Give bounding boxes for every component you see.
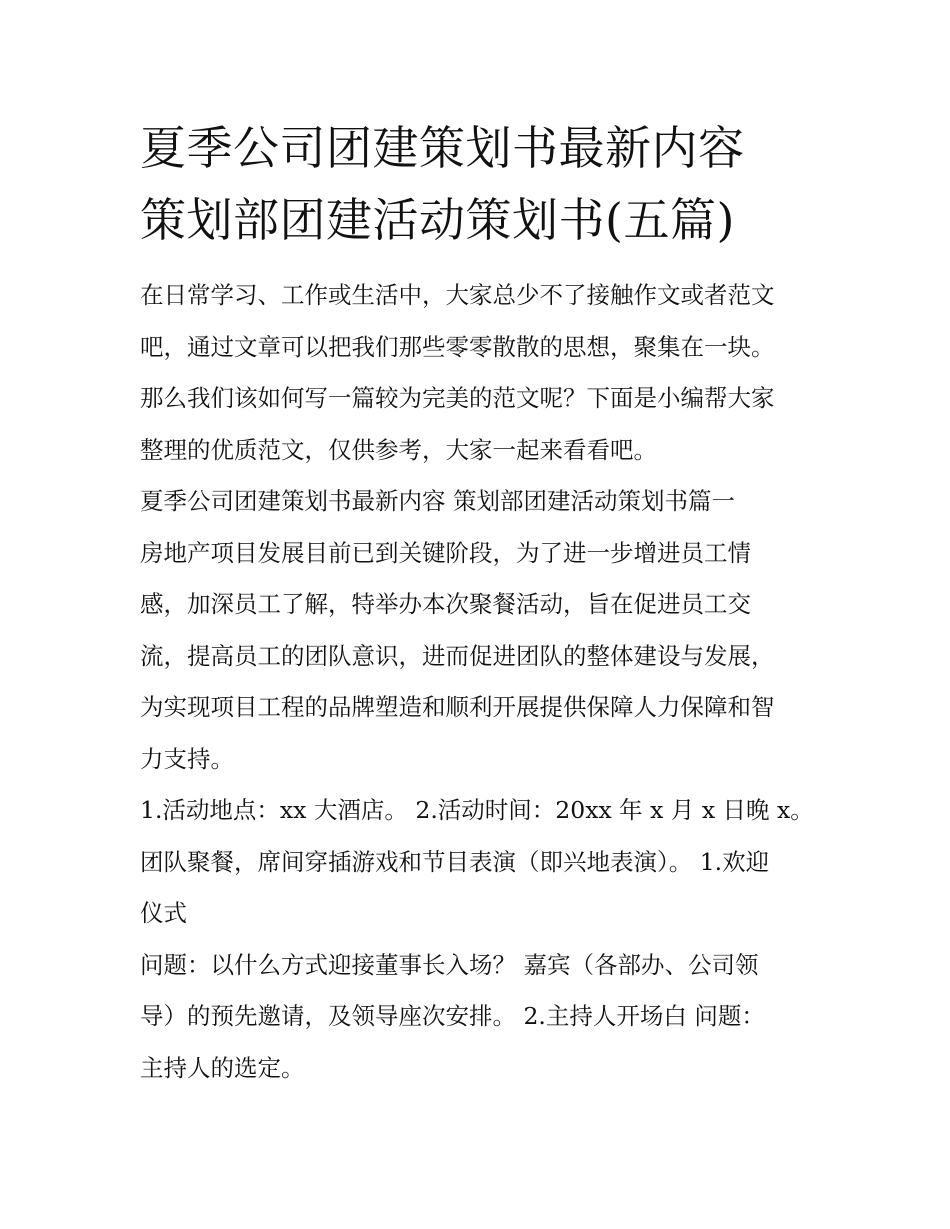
document-title [140, 112, 820, 256]
title-line: 夏季公司团建策划书最新内容 [140, 121, 745, 175]
text-line: 导）的预先邀请，及领导座次安排。 2.主持人开场白 问题： [140, 1002, 765, 1030]
intro-paragraph [140, 270, 820, 476]
section-heading [140, 476, 820, 528]
title-line: 策划部团建活动策划书(五篇) [140, 193, 735, 247]
text-line: 整理的优质范文，仅供参考，大家一起来看看吧。 [140, 435, 657, 464]
questions-paragraph [140, 940, 820, 1095]
text-line: 流，提高员工的团队意识，进而促进团队的整体建设与发展， [140, 641, 775, 670]
text-line: 那么我们该如何写一篇较为完美的范文呢？下面是小编帮大家 [140, 384, 775, 412]
text-line: 房地产项目发展目前已到关键阶段，为了进一步增进员工情 [140, 538, 751, 567]
text-line: 1.活动地点：xx 大酒店。 2.活动时间：20xx 年 x 月 x 日晚 x。 [140, 796, 814, 824]
document-body [140, 270, 820, 1094]
text-line: 问题：以什么方式迎接董事长入场？ 嘉宾（各部办、公司领 [140, 950, 759, 979]
document-page [140, 112, 820, 1094]
text-line: 团队聚餐，席间穿插游戏和节目表演（即兴地表演）。 1.欢迎 [140, 847, 770, 876]
text-line: 夏季公司团建策划书最新内容 策划部团建活动策划书篇一 [140, 487, 735, 515]
text-line: 在日常学习、工作或生活中，大家总少不了接触作文或者范文 [140, 281, 775, 309]
activity-details-paragraph [140, 785, 820, 940]
text-line: 仪式 [140, 899, 187, 927]
text-line: 为实现项目工程的品牌塑造和顺利开展提供保障人力保障和智 [140, 693, 775, 721]
text-line: 感，加深员工了解，特举办本次聚餐活动，旨在促进员工交 [140, 590, 751, 618]
text-line: 吧，通过文章可以把我们那些零零散散的思想，聚集在一块。 [140, 332, 775, 361]
background-paragraph [140, 528, 820, 786]
text-line: 主持人的选定。 [140, 1053, 305, 1082]
text-line: 力支持。 [140, 744, 234, 773]
